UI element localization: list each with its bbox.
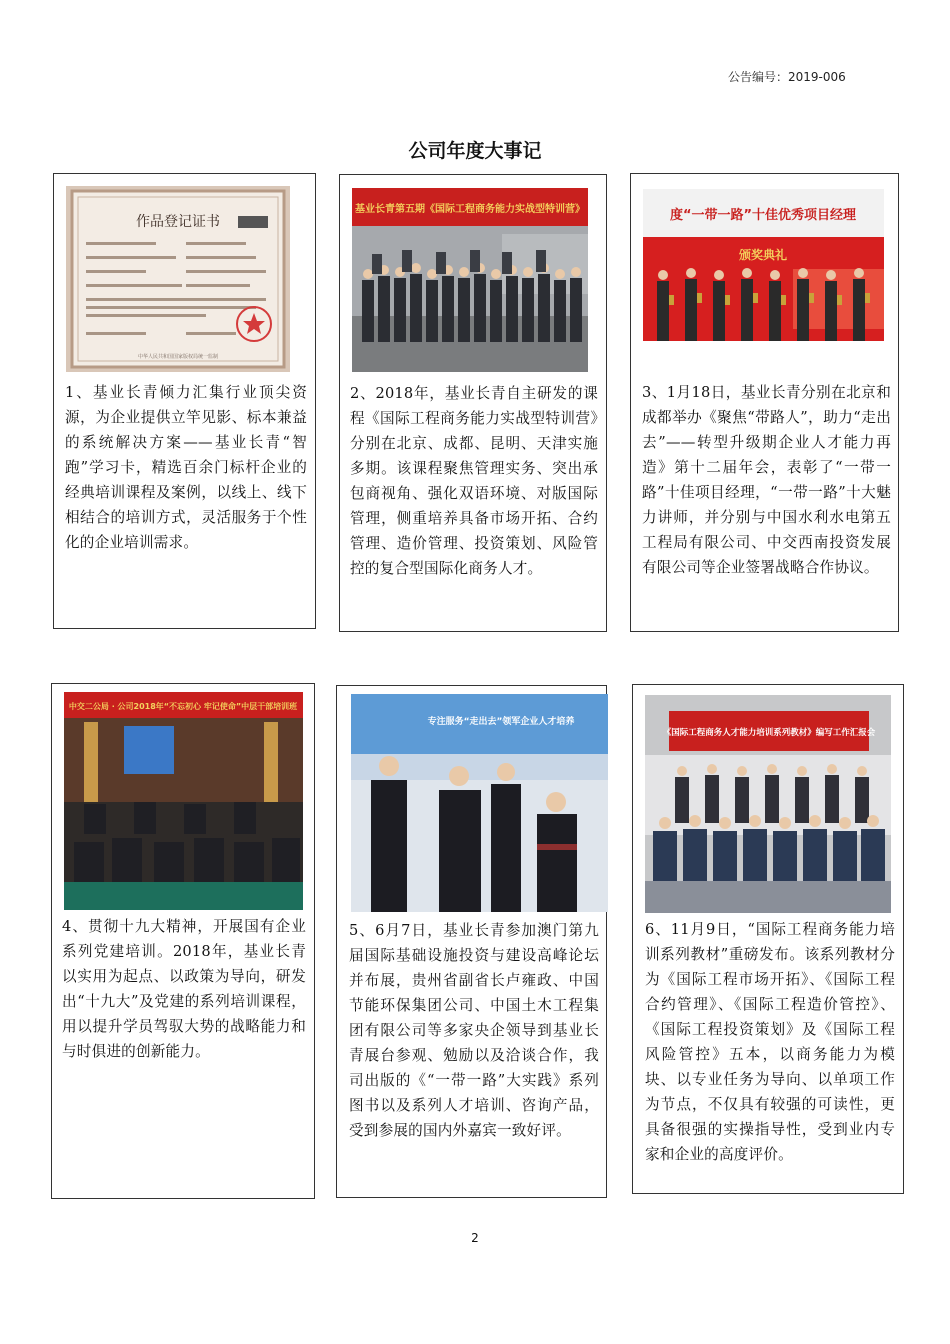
group-photo-banner: 基业长青第五期《国际工程商务能力实战型特训营》 (355, 204, 585, 215)
event-card-5 (336, 685, 607, 1198)
page-title: 公司年度大事记 (408, 140, 542, 162)
training-banner: 中交二公局 · 公司2018年“不忘初心 牢记使命”中层干部培训班 (68, 702, 298, 711)
training-hall-photo (64, 692, 303, 910)
event-6-text: 6、11月9日，“国际工程商务能力培训系列教材”重磅发布。该系列教材分为《国际工程市场开拓》、《国际工程合约管理》、《国际工程造价管控》、《国际工程投资策划》及《国际工程风险管控》五本，以商务能力为模块、以专业任务为导向、以单项工作为节点，不仅具有较强的可读性，更具备很强的实操指导性，受到业内专家和企业的高度评价。 (645, 921, 895, 1163)
meeting-group-photo (645, 695, 891, 913)
meeting-banner: 《国际工程商务人才能力培训系列教材》编写工作汇报会 (662, 728, 876, 738)
group-photo (352, 188, 588, 372)
event-card-6 (632, 684, 904, 1194)
event-4-text: 4、贯彻十九大精神，开展国有企业系列党建培训。2018年，基业长青以实用为起点、以政策为导向，研发出“十九大”及党建的系列培训课程，用以提升学员驾驭大势的战略能力和与时俱进的创新能力。 (62, 918, 306, 1060)
event-3-text: 3、1月18日，基业长青分别在北京和成都举办《聚焦“带路人”，助力“走出去”——转型升级期企业人才能力再造》第十二届年会，表彰了“一带一路”十佳项目经理，“一带一路”十大魅力讲师，并分别与中国水利水电第五工程局有限公司、中交西南投资发展有限公司等企业签署战略合作协议。 (642, 384, 891, 576)
page-number: 2 (471, 1231, 479, 1245)
award-ceremony-photo (643, 189, 884, 371)
event-5-text: 5、6月7日，基业长青参加澳门第九届国际基础设施投资与建设高峰论坛并布展，贵州省副省长卢雍政、中国节能环保集团公司、中国土木工程集团有限公司等多家央企领导到基业长青展台参观、勉励以及洽谈合作，我司出版的《“一带一路”大实践》系列图书以及系列人才培训、咨询产品，受到参展的国内外嘉宾一致好评。 (349, 922, 599, 1139)
award-subbanner: 颁奖典礼 (738, 248, 788, 262)
event-card-4 (51, 683, 315, 1199)
event-card-2 (339, 174, 607, 632)
certificate-photo (66, 186, 290, 372)
certificate-footer: 中华人民共和国国家版权局统一监制 (137, 354, 219, 360)
notice-number: 公告编号：2019-006 (728, 70, 846, 84)
event-card-3 (630, 173, 899, 632)
event-card-1 (53, 173, 316, 629)
event-2-text: 2、2018年，基业长青自主研发的课程《国际工程商务能力实战型特训营》分别在北京、成都、昆明、天津实施多期。该课程聚焦管理实务、突出承包商视角、强化双语环境、对版国际管理，侧重培养具备市场开拓、合约管理、造价管理、投资策划、风险管控的复合型国际化商务人才。 (350, 385, 598, 577)
exhibition-banner: 专注服务“走出去”领军企业人才培养 (427, 717, 575, 727)
certificate-title: 作品登记证书 (136, 214, 220, 230)
award-banner: 度“一带一路”十佳优秀项目经理 (669, 208, 857, 223)
event-1-text: 1、基业长青倾力汇集行业顶尖资源，为企业提供立竿见影、标本兼益的系统解决方案——基业长青“智跑”学习卡，精选百余门标杆企业的经典培训课程及案例，以线上、线下相结合的培训方式，灵活服务于个性化的企业培训需求。 (65, 384, 307, 551)
exhibition-photo (351, 694, 608, 912)
